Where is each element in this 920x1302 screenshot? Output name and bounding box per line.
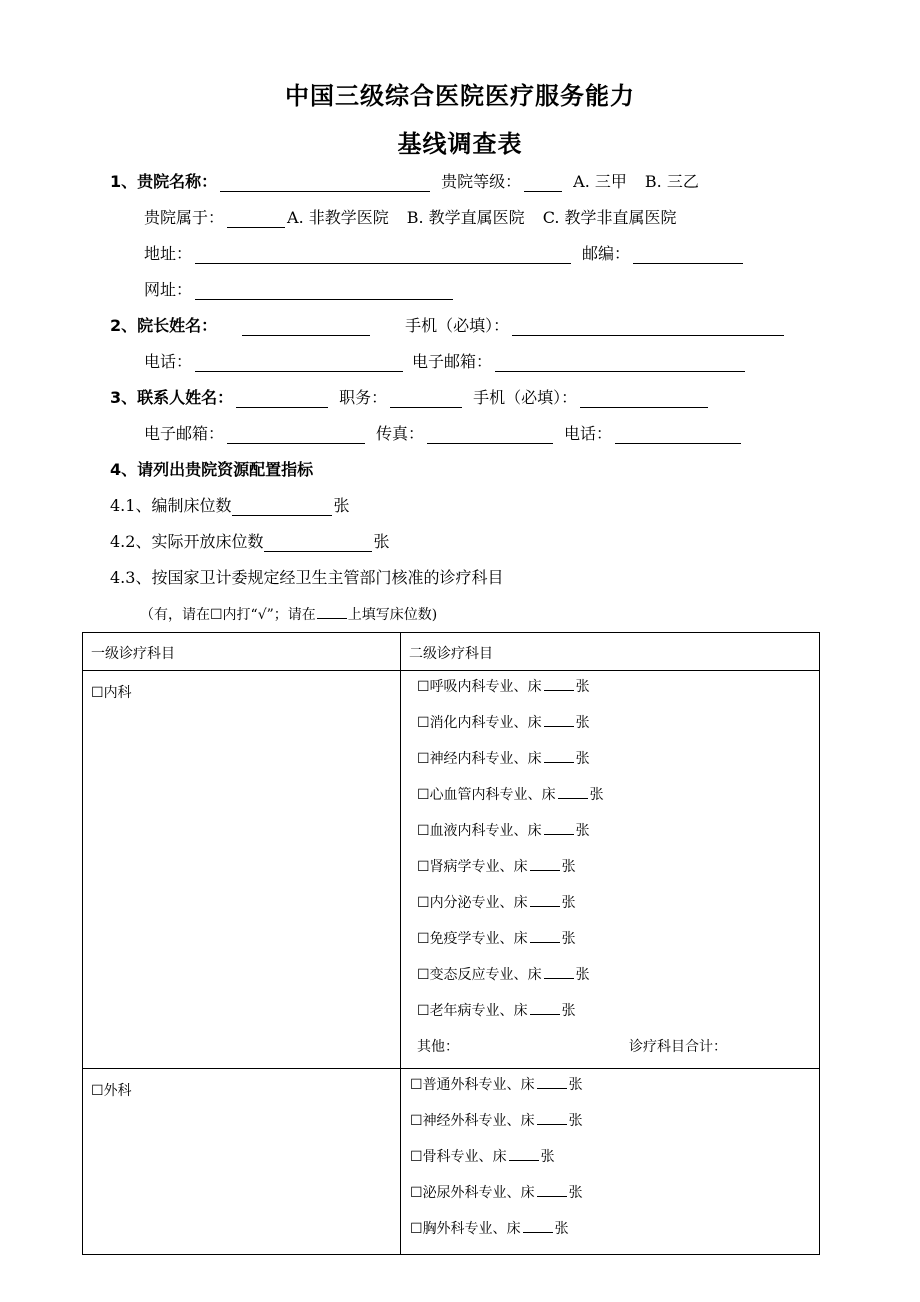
bed-word: 床 [513, 859, 528, 875]
surgery-label: 外科 [103, 1083, 132, 1099]
list-item [401, 1000, 819, 1036]
checkbox-icon[interactable]: ☐ [410, 1221, 423, 1237]
contact-phone-label: 电话： [564, 424, 613, 443]
bed-word: 床 [506, 1221, 521, 1237]
checkbox-icon[interactable]: ☐ [410, 1185, 423, 1201]
bed-count-field[interactable] [537, 1111, 567, 1125]
website-label: 网址： [144, 280, 193, 299]
contact-position-field[interactable] [390, 391, 462, 408]
zip-label: 邮编： [582, 244, 631, 263]
header-col2-cell [401, 633, 820, 671]
subitem-name: 骨科专业、 [422, 1149, 493, 1165]
internal-medicine-row [83, 671, 820, 1069]
q43-note [140, 604, 437, 624]
bed-count-field[interactable] [537, 1075, 567, 1089]
open-beds-unit: 张 [373, 532, 390, 551]
list-item [401, 712, 819, 748]
subitem-name: 神经内科专业、 [429, 751, 528, 767]
bed-word: 床 [527, 823, 542, 839]
director-phone-field[interactable] [195, 355, 403, 372]
bed-count-field[interactable] [544, 821, 574, 835]
note-part-b: 上填写床位数) [347, 607, 438, 623]
list-item [401, 1074, 819, 1110]
note-part-a: （有，请在☐内打“√”；请在 [140, 607, 316, 623]
hospital-name-field[interactable] [220, 175, 430, 192]
staffed-beds-field[interactable] [232, 499, 332, 516]
bed-unit: 张 [561, 859, 576, 875]
subitem-name: 泌尿外科专业、 [422, 1185, 521, 1201]
checkbox-icon[interactable]: ☐ [417, 715, 430, 731]
q41-row [110, 496, 349, 516]
bed-unit: 张 [575, 751, 590, 767]
checkbox-icon[interactable]: ☐ [417, 787, 430, 803]
subitem-name: 血液内科专业、 [429, 823, 528, 839]
bed-unit: 张 [575, 715, 590, 731]
q2-row1 [110, 316, 787, 336]
belongs-option-b: B. 教学直属医院 [406, 208, 525, 227]
surgery-cell [83, 1069, 401, 1255]
surgery-row [83, 1069, 820, 1255]
checkbox-icon[interactable]: ☐ [410, 1077, 423, 1093]
checkbox-icon[interactable]: ☐ [91, 685, 104, 701]
contact-fax-field[interactable] [427, 427, 553, 444]
subitem-name: 肾病学专业、 [429, 859, 514, 875]
bed-count-field[interactable] [530, 929, 560, 943]
bed-count-field[interactable] [537, 1183, 567, 1197]
header-col1: 一级诊疗科目 [91, 646, 175, 662]
q1-row2 [144, 208, 677, 228]
header-col1-cell [83, 633, 401, 671]
bed-count-field[interactable] [544, 677, 574, 691]
list-item [401, 1182, 819, 1218]
form-title-line2: 基线调查表 [397, 130, 523, 158]
other-label: 其他： [417, 1039, 459, 1055]
subitem-name: 内分泌专业、 [429, 895, 514, 911]
bed-word: 床 [541, 787, 556, 803]
internal-medicine-label: 内科 [103, 685, 132, 701]
director-mobile-field[interactable] [512, 319, 784, 336]
q2-row2 [144, 352, 748, 372]
checkbox-icon[interactable]: ☐ [417, 679, 430, 695]
contact-phone-field[interactable] [615, 427, 741, 444]
q1-row3 [144, 244, 746, 264]
contact-fax-label: 传真： [376, 424, 425, 443]
checkbox-icon[interactable]: ☐ [410, 1113, 423, 1129]
subitem-name: 神经外科专业、 [422, 1113, 521, 1129]
bed-count-field[interactable] [544, 965, 574, 979]
director-name-label: 2、院长姓名： [110, 316, 218, 335]
contact-name-label: 3、联系人姓名： [110, 388, 234, 407]
form-title-line1: 中国三级综合医院医疗服务能力 [285, 82, 635, 110]
internal-subitem-list [401, 671, 819, 1036]
bed-word: 床 [513, 1003, 528, 1019]
bed-word: 床 [527, 751, 542, 767]
subitem-name: 普通外科专业、 [422, 1077, 521, 1093]
bed-count-field[interactable] [523, 1219, 553, 1233]
bed-word: 床 [492, 1149, 507, 1165]
bed-count-field[interactable] [530, 893, 560, 907]
list-item [401, 1146, 819, 1182]
director-mobile-label: 手机（必填）： [405, 316, 510, 335]
subitem-name: 呼吸内科专业、 [429, 679, 528, 695]
q1-row4 [144, 280, 456, 300]
bed-word: 床 [520, 1077, 535, 1093]
list-item [401, 676, 819, 712]
staffed-beds-label: 4.1、编制床位数 [110, 496, 232, 515]
q3-row2 [144, 424, 744, 444]
bed-word: 床 [527, 967, 542, 983]
bed-count-field[interactable] [558, 785, 588, 799]
checkbox-icon[interactable]: ☐ [91, 1083, 104, 1099]
bed-unit: 张 [540, 1149, 555, 1165]
belongs-field[interactable] [227, 211, 285, 228]
checkbox-icon[interactable]: ☐ [417, 823, 430, 839]
internal-medicine-cell [83, 671, 401, 1069]
contact-email-label: 电子邮箱： [144, 424, 225, 443]
bed-word: 床 [520, 1185, 535, 1201]
total-label: 诊疗科目合计： [629, 1039, 727, 1055]
list-item [401, 856, 819, 892]
table-header-row [83, 633, 820, 671]
list-item [401, 820, 819, 856]
bed-unit: 张 [575, 967, 590, 983]
contact-mobile-field[interactable] [580, 391, 708, 408]
bed-unit: 张 [561, 931, 576, 947]
departments-table [82, 632, 820, 1255]
belongs-option-c: C. 教学非直属医院 [542, 208, 677, 227]
q4-heading: 4、请列出贵院资源配置指标 [110, 460, 314, 479]
bed-count-field[interactable] [530, 857, 560, 871]
bed-word: 床 [527, 679, 542, 695]
list-item [401, 784, 819, 820]
bed-word: 床 [513, 931, 528, 947]
q43-row: 4.3、按国家卫计委规定经卫生主管部门核准的诊疗科目 [110, 568, 504, 587]
q3-row1 [110, 388, 711, 408]
bed-unit: 张 [561, 895, 576, 911]
bed-unit: 张 [568, 1185, 583, 1201]
grade-option-a: A. 三甲 [573, 172, 627, 191]
bed-unit: 张 [554, 1221, 569, 1237]
surgery-subitem-list [401, 1069, 819, 1254]
grade-field[interactable] [524, 175, 562, 192]
zip-field[interactable] [633, 247, 743, 264]
checkbox-icon[interactable]: ☐ [417, 751, 430, 767]
q42-row [110, 532, 389, 552]
bed-unit: 张 [575, 679, 590, 695]
website-field[interactable] [195, 283, 453, 300]
list-item [401, 928, 819, 964]
address-label: 地址： [144, 244, 193, 263]
checkbox-icon[interactable]: ☐ [410, 1149, 423, 1165]
subitem-name: 心血管内科专业、 [429, 787, 542, 803]
subitem-name: 免疫学专业、 [429, 931, 514, 947]
contact-name-field[interactable] [236, 391, 328, 408]
list-item [401, 748, 819, 784]
director-phone-label: 电话： [144, 352, 193, 371]
header-col2: 二级诊疗科目 [409, 646, 493, 662]
q1-row1 [110, 172, 699, 192]
contact-email-field[interactable] [227, 427, 365, 444]
internal-medicine-subitems [401, 671, 820, 1069]
surgery-subitems [401, 1069, 820, 1255]
checkbox-icon[interactable]: ☐ [417, 931, 430, 947]
subitem-name: 胸外科专业、 [422, 1221, 507, 1237]
note-blank [317, 606, 347, 619]
bed-count-field[interactable] [530, 1001, 560, 1015]
subitem-name: 消化内科专业、 [429, 715, 528, 731]
address-field[interactable] [195, 247, 571, 264]
director-name-field[interactable] [242, 319, 370, 336]
grade-label: 贵院等级： [441, 172, 522, 191]
bed-count-field[interactable] [544, 749, 574, 763]
contact-mobile-label: 手机（必填）： [473, 388, 578, 407]
staffed-beds-unit: 张 [333, 496, 350, 515]
bed-word: 床 [527, 715, 542, 731]
checkbox-icon[interactable]: ☐ [417, 1003, 430, 1019]
bed-count-field[interactable] [544, 713, 574, 727]
bed-unit: 张 [589, 787, 604, 803]
director-email-label: 电子邮箱： [412, 352, 493, 371]
contact-position-label: 职务： [339, 388, 388, 407]
list-item [401, 1110, 819, 1146]
checkbox-icon[interactable]: ☐ [417, 895, 430, 911]
grade-option-b: B. 三乙 [644, 172, 699, 191]
list-item [401, 1218, 819, 1254]
bed-unit: 张 [568, 1077, 583, 1093]
list-item [401, 892, 819, 928]
belongs-label: 贵院属于： [144, 208, 225, 227]
internal-footer [401, 1036, 819, 1066]
hospital-name-label: 1、贵院名称： [110, 172, 218, 191]
subitem-name: 老年病专业、 [429, 1003, 514, 1019]
belongs-option-a: A. 非教学医院 [287, 208, 389, 227]
bed-count-field[interactable] [509, 1147, 539, 1161]
open-beds-field[interactable] [264, 535, 372, 552]
open-beds-label: 4.2、实际开放床位数 [110, 532, 264, 551]
bed-word: 床 [513, 895, 528, 911]
checkbox-icon[interactable]: ☐ [417, 967, 430, 983]
bed-word: 床 [520, 1113, 535, 1129]
checkbox-icon[interactable]: ☐ [417, 859, 430, 875]
bed-unit: 张 [575, 823, 590, 839]
bed-unit: 张 [568, 1113, 583, 1129]
bed-unit: 张 [561, 1003, 576, 1019]
director-email-field[interactable] [495, 355, 745, 372]
subitem-name: 变态反应专业、 [429, 967, 528, 983]
list-item [401, 964, 819, 1000]
